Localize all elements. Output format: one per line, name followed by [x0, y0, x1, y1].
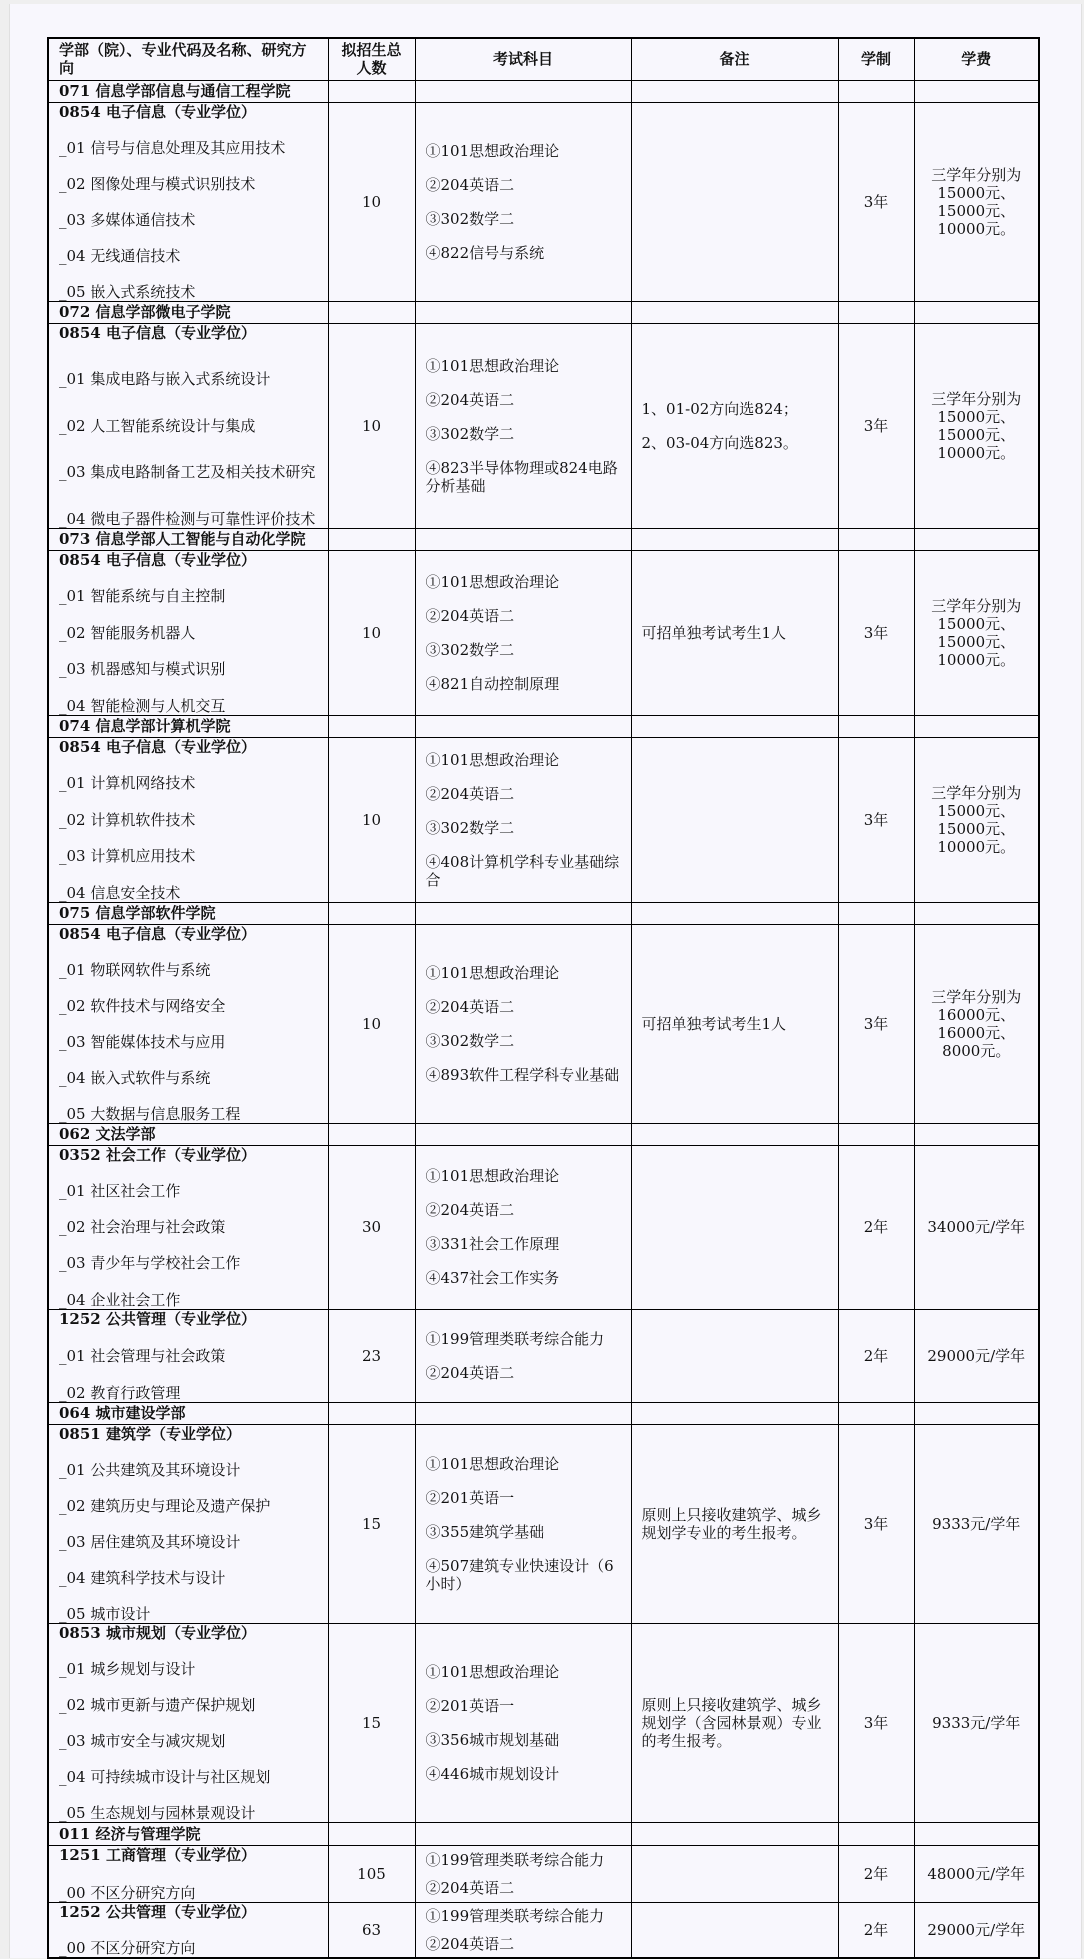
- fee-line: 29000元/学年: [927, 1346, 1026, 1365]
- quota-cell: 105: [328, 1845, 415, 1902]
- empty-cell: [415, 1123, 631, 1145]
- major-title: 0851 建筑学（专业学位）: [59, 1424, 241, 1443]
- exam-subject: ①101思想政治理论: [425, 1662, 560, 1681]
- exam-subject: ①199管理类联考综合能力: [425, 1329, 605, 1348]
- empty-cell: [914, 715, 1039, 737]
- group-name: 074 信息学部计算机学院: [48, 715, 328, 737]
- empty-cell: [838, 1402, 914, 1424]
- empty-cell: [415, 80, 631, 102]
- fee-line: 29000元/学年: [927, 1920, 1026, 1939]
- exam-subject: ③302数学二: [425, 1031, 515, 1050]
- note-text: 可招单独考试考生1人: [641, 623, 787, 642]
- empty-cell: [838, 528, 914, 550]
- exam-list: [426, 1851, 621, 1897]
- direction-item: _01 集成电路与嵌入式系统设计: [59, 370, 271, 388]
- major-title: 0854 电子信息（专业学位）: [59, 924, 256, 943]
- fee-line: 48000元/学年: [927, 1864, 1026, 1883]
- empty-cell: [838, 80, 914, 102]
- years-cell: 3年: [838, 1424, 914, 1623]
- empty-cell: [328, 1123, 415, 1145]
- note-text: 原则上只接收建筑学、城乡规划学专业的考生报考。: [641, 1505, 822, 1542]
- direction-item: _01 公共建筑及其环境设计: [59, 1460, 241, 1479]
- fee-line: 三学年分别为: [931, 389, 1022, 408]
- major-title: 0853 城市规划（专业学位）: [59, 1623, 256, 1642]
- direction-item: _04 建筑科学技术与设计: [59, 1568, 226, 1587]
- fee-cell: [914, 1424, 1039, 1623]
- empty-cell: [631, 1822, 838, 1845]
- fee-line: 15000元、: [937, 632, 1016, 651]
- exam-list: [426, 1455, 621, 1593]
- major-cell: [48, 737, 328, 902]
- direction-item: _02 软件技术与网络安全: [59, 996, 226, 1015]
- exam-cell: [415, 1145, 631, 1309]
- exam-subject: ③356城市规划基础: [425, 1730, 560, 1749]
- direction-item: _04 无线通信技术: [59, 246, 181, 265]
- exam-list: [426, 357, 621, 495]
- exam-list: [426, 1330, 621, 1382]
- group-name: 072 信息学部微电子学院: [48, 301, 328, 323]
- empty-cell: [631, 528, 838, 550]
- direction-item: _03 机器感知与模式识别: [59, 660, 226, 678]
- note-cell: [631, 924, 838, 1123]
- direction-item: _05 嵌入式系统技术: [59, 282, 196, 301]
- years-cell: 3年: [838, 737, 914, 902]
- fee-line: 15000元、: [937, 201, 1016, 220]
- empty-cell: [328, 301, 415, 323]
- direction-item: _03 青少年与学校社会工作: [59, 1254, 241, 1273]
- empty-cell: [631, 1402, 838, 1424]
- fee-cell: [914, 1902, 1039, 1958]
- note-cell: [631, 1845, 838, 1902]
- exam-subject: ④507建筑专业快速设计（6小时）: [425, 1556, 614, 1593]
- direction-item: _02 计算机软件技术: [59, 810, 196, 829]
- header-quota: 拟招生总人数: [328, 38, 415, 80]
- years-cell: 2年: [838, 1845, 914, 1902]
- empty-cell: [838, 1123, 914, 1145]
- group-name: 064 城市建设学部: [48, 1402, 328, 1424]
- note-cell: [631, 1902, 838, 1958]
- empty-cell: [328, 528, 415, 550]
- years-cell: 3年: [838, 1623, 914, 1822]
- fee-cell: [914, 1145, 1039, 1309]
- exam-cell: [415, 1309, 631, 1402]
- empty-cell: [631, 902, 838, 924]
- exam-subject: ④822信号与系统: [425, 243, 545, 262]
- major-row: [48, 102, 1039, 301]
- empty-cell: [914, 1822, 1039, 1845]
- quota-cell: 15: [328, 1424, 415, 1623]
- major-title: 0854 电子信息（专业学位）: [59, 102, 256, 121]
- fee-cell: [914, 924, 1039, 1123]
- direction-item: _03 多媒体通信技术: [59, 210, 196, 229]
- direction-item: _02 图像处理与模式识别技术: [59, 174, 256, 193]
- direction-item: _02 教育行政管理: [59, 1383, 181, 1402]
- major-cell: [48, 924, 328, 1123]
- exam-list: [426, 573, 621, 693]
- note-text: 2、03-04方向选823。: [641, 433, 798, 452]
- fee-line: 34000元/学年: [927, 1218, 1026, 1236]
- fee-line: 三学年分别为: [931, 596, 1022, 615]
- quota-cell: 10: [328, 737, 415, 902]
- exam-subject: ④446城市规划设计: [425, 1764, 560, 1783]
- direction-item: _03 居住建筑及其环境设计: [59, 1532, 241, 1551]
- exam-subject: ②201英语一: [425, 1696, 515, 1715]
- empty-cell: [415, 1402, 631, 1424]
- major-title: 1252 公共管理（专业学位）: [59, 1902, 256, 1921]
- years-cell: 2年: [838, 1145, 914, 1309]
- empty-cell: [914, 1123, 1039, 1145]
- fee-line: 15000元、: [937, 183, 1016, 202]
- direction-item: _01 社区社会工作: [59, 1181, 181, 1200]
- group-name: 011 经济与管理学院: [48, 1822, 328, 1845]
- quota-cell: 23: [328, 1309, 415, 1402]
- header-years: 学制: [838, 38, 914, 80]
- exam-subject: ①101思想政治理论: [425, 963, 560, 982]
- direction-item: _03 计算机应用技术: [59, 847, 196, 865]
- empty-cell: [415, 902, 631, 924]
- quota-cell: 10: [328, 924, 415, 1123]
- header-note: 备注: [631, 38, 838, 80]
- exam-list: [426, 142, 621, 262]
- exam-list: [426, 1663, 621, 1783]
- quota-cell: 10: [328, 102, 415, 301]
- note-cell: [631, 1623, 838, 1822]
- major-directions: [59, 551, 318, 715]
- direction-item: _05 生态规划与园林景观设计: [59, 1803, 256, 1822]
- group-row: [48, 80, 1039, 102]
- empty-cell: [914, 301, 1039, 323]
- major-cell: [48, 1424, 328, 1623]
- exam-subject: ②204英语二: [425, 175, 515, 194]
- direction-item: _02 建筑历史与理论及遗产保护: [59, 1496, 271, 1515]
- note-cell: [631, 102, 838, 301]
- fee-line: 三学年分别为: [931, 783, 1022, 802]
- note-list: [642, 1696, 828, 1750]
- direction-item: _01 计算机网络技术: [59, 774, 196, 792]
- fee-cell: [914, 550, 1039, 715]
- years-cell: 3年: [838, 102, 914, 301]
- exam-subject: ①101思想政治理论: [425, 1167, 560, 1185]
- direction-item: _03 城市安全与减灾规划: [59, 1731, 226, 1750]
- fee-cell: [914, 1845, 1039, 1902]
- exam-subject: ④437社会工作实务: [425, 1269, 560, 1287]
- exam-cell: [415, 323, 631, 528]
- note-cell: [631, 1424, 838, 1623]
- fee-line: 10000元。: [937, 443, 1016, 462]
- fee-line: 15000元、: [937, 801, 1016, 820]
- empty-cell: [838, 301, 914, 323]
- note-list: [642, 1015, 828, 1033]
- direction-item: _01 智能系统与自主控制: [59, 587, 226, 605]
- major-directions: [59, 1846, 318, 1902]
- group-row: [48, 528, 1039, 550]
- major-title: 0854 电子信息（专业学位）: [59, 550, 256, 569]
- fee-cell: [914, 1309, 1039, 1402]
- quota-cell: 10: [328, 550, 415, 715]
- note-text: 原则上只接收建筑学、城乡规划学（含园林景观）专业的考生报考。: [641, 1695, 822, 1750]
- major-row: [48, 1145, 1039, 1309]
- direction-item: _01 城乡规划与设计: [59, 1659, 196, 1678]
- group-row: [48, 1123, 1039, 1145]
- exam-subject: ②204英语二: [425, 1201, 515, 1219]
- major-directions: [59, 1425, 318, 1623]
- years-cell: 3年: [838, 323, 914, 528]
- major-row: [48, 737, 1039, 902]
- exam-subject: ②201英语一: [425, 1488, 515, 1507]
- major-title: 0854 电子信息（专业学位）: [59, 737, 256, 756]
- exam-subject: ②204英语二: [425, 1878, 515, 1897]
- exam-subject: ④893软件工程学科专业基础: [425, 1065, 620, 1084]
- empty-cell: [631, 80, 838, 102]
- exam-subject: ③302数学二: [425, 209, 515, 228]
- direction-item: _05 城市设计: [59, 1604, 151, 1623]
- exam-subject: ①101思想政治理论: [425, 750, 560, 769]
- major-row: [48, 1424, 1039, 1623]
- fee-cell: [914, 323, 1039, 528]
- empty-cell: [914, 902, 1039, 924]
- note-cell: [631, 323, 838, 528]
- note-cell: [631, 550, 838, 715]
- exam-cell: [415, 737, 631, 902]
- note-list: [642, 400, 828, 452]
- direction-item: _05 大数据与信息服务工程: [59, 1104, 241, 1123]
- header-fee: 学费: [914, 38, 1039, 80]
- exam-subject: ③302数学二: [425, 640, 515, 659]
- note-list: [642, 624, 828, 642]
- direction-item: _02 城市更新与遗产保护规划: [59, 1695, 256, 1714]
- direction-item: _04 嵌入式软件与系统: [59, 1068, 211, 1087]
- exam-subject: ①101思想政治理论: [425, 572, 560, 591]
- direction-item: _02 智能服务机器人: [59, 623, 196, 642]
- major-cell: [48, 1145, 328, 1309]
- table-body: [48, 80, 1039, 1958]
- major-cell: [48, 323, 328, 528]
- group-name: 071 信息学部信息与通信工程学院: [48, 80, 328, 102]
- exam-cell: [415, 550, 631, 715]
- major-directions: [59, 1903, 318, 1958]
- fee-line: 三学年分别为: [931, 987, 1022, 1006]
- exam-subject: ②204英语二: [425, 997, 515, 1016]
- fee-line: 16000元、: [937, 1023, 1016, 1042]
- page-container: [9, 4, 1082, 1958]
- fee-line: 15000元、: [937, 614, 1016, 633]
- note-cell: [631, 1145, 838, 1309]
- exam-subject: ③302数学二: [425, 424, 515, 443]
- major-row: [48, 1845, 1039, 1902]
- major-title: 1252 公共管理（专业学位）: [59, 1309, 256, 1328]
- empty-cell: [328, 80, 415, 102]
- fee-line: 10000元。: [937, 837, 1016, 856]
- major-cell: [48, 1623, 328, 1822]
- exam-subject: ②204英语二: [425, 606, 515, 625]
- empty-cell: [328, 1402, 415, 1424]
- empty-cell: [838, 902, 914, 924]
- empty-cell: [415, 715, 631, 737]
- major-directions: [59, 738, 318, 902]
- direction-item: _04 可持续城市设计与社区规划: [59, 1767, 271, 1786]
- empty-cell: [328, 1822, 415, 1845]
- major-row: [48, 1309, 1039, 1402]
- major-cell: [48, 550, 328, 715]
- exam-cell: [415, 102, 631, 301]
- fee-line: 三学年分别为: [931, 165, 1022, 184]
- header-exam: 考试科目: [415, 38, 631, 80]
- direction-item: _01 社会管理与社会政策: [59, 1346, 226, 1365]
- fee-cell: [914, 737, 1039, 902]
- admissions-table: [47, 37, 1040, 1959]
- fee-cell: [914, 1623, 1039, 1822]
- empty-cell: [838, 1822, 914, 1845]
- exam-cell: [415, 1623, 631, 1822]
- exam-subject: ②204英语二: [425, 390, 515, 409]
- exam-subject: ②204英语二: [425, 1934, 515, 1953]
- major-directions: [59, 103, 318, 301]
- fee-line: 15000元、: [937, 407, 1016, 426]
- fee-line: 15000元、: [937, 819, 1016, 838]
- fee-line: 10000元。: [937, 650, 1016, 669]
- direction-item: _04 智能检测与人机交互: [59, 696, 226, 715]
- empty-cell: [631, 1123, 838, 1145]
- exam-subject: ①101思想政治理论: [425, 141, 560, 160]
- exam-subject: ②204英语二: [425, 1363, 515, 1382]
- note-text: 可招单独考试考生1人: [641, 1014, 787, 1033]
- empty-cell: [914, 528, 1039, 550]
- group-row: [48, 1402, 1039, 1424]
- quota-cell: 30: [328, 1145, 415, 1309]
- exam-subject: ①101思想政治理论: [425, 356, 560, 375]
- fee-line: 8000元。: [942, 1041, 1011, 1060]
- direction-item: _00 不区分研究方向: [59, 1939, 196, 1957]
- years-cell: 3年: [838, 550, 914, 715]
- major-row: [48, 924, 1039, 1123]
- direction-item: _01 物联网软件与系统: [59, 960, 211, 979]
- major-title: 0352 社会工作（专业学位）: [59, 1145, 256, 1164]
- exam-subject: ③331社会工作原理: [425, 1235, 560, 1253]
- direction-item: _04 企业社会工作: [59, 1290, 181, 1309]
- note-list: [642, 1506, 828, 1542]
- direction-item: _04 信息安全技术: [59, 883, 181, 902]
- empty-cell: [328, 902, 415, 924]
- note-text: 1、01-02方向选824；: [641, 399, 798, 418]
- direction-item: _03 集成电路制备工艺及相关技术研究: [59, 463, 316, 481]
- exam-list: [426, 751, 621, 889]
- quota-cell: 63: [328, 1902, 415, 1958]
- direction-item: _00 不区分研究方向: [59, 1883, 196, 1902]
- exam-list: [426, 1907, 621, 1953]
- direction-item: _04 微电子器件检测与可靠性评价技术: [59, 509, 316, 528]
- exam-subject: ①101思想政治理论: [425, 1454, 560, 1473]
- empty-cell: [838, 715, 914, 737]
- exam-subject: ①199管理类联考综合能力: [425, 1850, 605, 1869]
- group-row: [48, 1822, 1039, 1845]
- fee-line: 16000元、: [937, 1005, 1016, 1024]
- years-cell: 2年: [838, 1309, 914, 1402]
- exam-list: [426, 964, 621, 1084]
- empty-cell: [415, 301, 631, 323]
- group-name: 073 信息学部人工智能与自动化学院: [48, 528, 328, 550]
- major-row: [48, 323, 1039, 528]
- exam-cell: [415, 1845, 631, 1902]
- major-cell: [48, 1902, 328, 1958]
- major-row: [48, 550, 1039, 715]
- direction-item: _03 智能媒体技术与应用: [59, 1032, 226, 1051]
- quota-cell: 10: [328, 323, 415, 528]
- empty-cell: [914, 1402, 1039, 1424]
- major-title: 1251 工商管理（专业学位）: [59, 1845, 256, 1864]
- empty-cell: [415, 528, 631, 550]
- direction-item: _01 信号与信息处理及其应用技术: [59, 138, 286, 157]
- empty-cell: [328, 715, 415, 737]
- major-title: 0854 电子信息（专业学位）: [59, 323, 256, 342]
- years-cell: 2年: [838, 1902, 914, 1958]
- table-header-row: [48, 38, 1039, 80]
- note-cell: [631, 737, 838, 902]
- empty-cell: [631, 301, 838, 323]
- major-row: [48, 1623, 1039, 1822]
- group-name: 062 文法学部: [48, 1123, 328, 1145]
- exam-subject: ③355建筑学基础: [425, 1522, 545, 1541]
- group-row: [48, 301, 1039, 323]
- major-directions: [59, 925, 318, 1123]
- fee-line: 10000元。: [937, 219, 1016, 238]
- major-row: [48, 1902, 1039, 1958]
- major-cell: [48, 1309, 328, 1402]
- direction-item: _02 人工智能系统设计与集成: [59, 416, 256, 435]
- major-cell: [48, 102, 328, 301]
- empty-cell: [631, 715, 838, 737]
- quota-cell: 15: [328, 1623, 415, 1822]
- major-directions: [59, 1146, 318, 1309]
- exam-subject: ③302数学二: [425, 818, 515, 837]
- empty-cell: [914, 80, 1039, 102]
- group-row: [48, 715, 1039, 737]
- exam-subject: ①199管理类联考综合能力: [425, 1906, 605, 1925]
- major-directions: [59, 324, 318, 528]
- exam-cell: [415, 924, 631, 1123]
- exam-list: [426, 1167, 621, 1287]
- header-dept: 学部（院）、专业代码及名称、研究方向: [48, 38, 328, 80]
- exam-subject: ④821自动控制原理: [425, 674, 560, 693]
- fee-line: 9333元/学年: [932, 1514, 1021, 1533]
- exam-subject: ④408计算机学科专业基础综合: [425, 852, 620, 889]
- group-row: [48, 902, 1039, 924]
- exam-cell: [415, 1902, 631, 1958]
- fee-line: 15000元、: [937, 425, 1016, 444]
- exam-subject: ④823半导体物理或824电路分析基础: [425, 458, 618, 495]
- exam-subject: ②204英语二: [425, 784, 515, 803]
- fee-cell: [914, 102, 1039, 301]
- years-cell: 3年: [838, 924, 914, 1123]
- major-directions: [59, 1624, 318, 1822]
- empty-cell: [415, 1822, 631, 1845]
- major-directions: [59, 1310, 318, 1402]
- note-cell: [631, 1309, 838, 1402]
- exam-cell: [415, 1424, 631, 1623]
- group-name: 075 信息学部软件学院: [48, 902, 328, 924]
- fee-line: 9333元/学年: [932, 1713, 1021, 1732]
- major-cell: [48, 1845, 328, 1902]
- direction-item: _02 社会治理与社会政策: [59, 1218, 226, 1236]
